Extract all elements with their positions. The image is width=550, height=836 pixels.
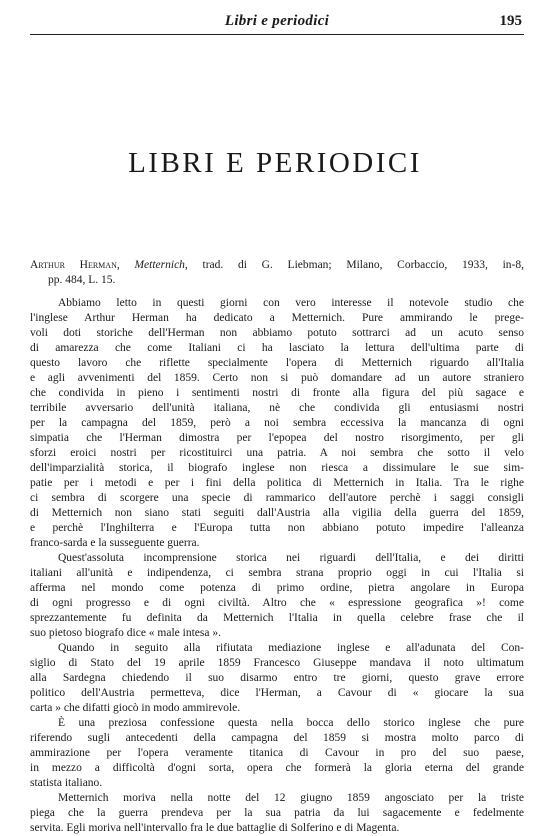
text-line: riferendo sugli antecedenti della campagna del 1859 si mostra molto parco di [30,732,524,744]
text-line: di ogni progresso e di ogni civiltà. Altro che « espressione geografica »! come [30,597,524,609]
text-line: Abbiamo letto in questi giorni con vero interesse il notevole studio che [58,297,524,309]
citation-author: Arthur Herman [30,259,117,271]
text-line: servita. Egli moriva nell'intervallo fra le due battaglie di Solferino e di Magenta. [30,822,400,834]
section-title: LIBRI E PERIODICI [128,147,422,180]
citation-title: Metternich [134,259,185,271]
text-line: sforzi eroici nostri per ricostituirci una patria. A noi sembra che sotto il velo [30,447,524,459]
text-line: in mezzo a difficoltà d'ogni sorta, opera che formerà la gloria eterna del grande [30,762,524,774]
text-line: ammirazione per l'opera veramente titanica di Cavour in pro del suo paese, [30,747,524,759]
text-line: terribile avversario dell'unità italiana, nè che condivida gli entusiasmi nostri [30,402,524,414]
text-line: patie per i metodi e per i fini della politica di Metternich in Italia. Tra le righe [30,477,524,489]
text-line: Metternich moriva nella notte del 12 giugno 1859 angosciato per la triste [58,792,524,804]
text-line: ci sembra di scorgere una specie di rammarico dell'autore perchè i saggi consigli [30,492,524,504]
text-line: franco-sarda e la susseguente guerra. [30,537,200,549]
text-line: simpatia che l'Herman dimostra per l'epopea del nostro risorgimento, per gli [30,432,524,444]
text-line: siglio di Stato del 19 aprile 1859 Francesco Giuseppe mandava il noto ultimatum [30,657,524,669]
spacer [30,288,524,296]
text-line: di amarezza che come Italiani ci ha lasciato la lettura dell'ultima parte di [30,342,524,354]
text-line: sprezzantemente fu definita da Metternich l'Italia in quella celebre frase che il [30,612,524,624]
text-line: Quest'assoluta incomprensione storica nei riguardi dell'Italia, e dei diritti [58,552,524,564]
text-line: alla Sardegna chiedendo il suo disarmo entro tre giorni, questo grave errore [30,672,524,684]
text-line: e perchè l'Inghilterra e l'Europa tutta non abbiano potuto impedire l'alleanza [30,522,524,534]
text-line: e agli avvenimenti del 1859. Certo non si può domandare ad un autore straniero [30,372,524,384]
citation-details: , trad. di G. Liebman; Milano, Corbaccio, 1933, in-8, [184,259,524,271]
text-line: afferma nel mondo come potenza di primo ordine, pietra angolare in Europa [30,582,524,594]
text-line: per la campagna del 1859, però a noi sembra eccessiva la mancanza di ogni [30,417,524,429]
text-line: l'inglese Arthur Herman ha dedicato a Metternich. Pure ammirando le prege- [30,312,524,324]
review-text [30,258,524,836]
text-line: che condivida in pieno i sentimenti nostri di fronte alla figura del più sagace e [30,387,524,399]
text-line: suo pietoso biografo dice « male intesa ». [30,627,221,639]
text-line: dell'imparzialità storica, il biografo inglese non riesca a dissimulare le sue sim- [30,462,524,474]
running-title: Libri e periodici [224,13,330,29]
text-line: voli doti storiche dell'Herman non abbiamo potuto sottrarci ad un acuto senso [30,327,524,339]
text-line: questo lavoro che riflette specialmente l'opera di Metternich riguardo all'Italia [30,357,524,369]
text-line: Quando in seguito alla rifiutata mediazione inglese e all'adunata del Con- [58,642,524,654]
citation-line-1: Arthur Herman, Metternich, trad. di G. Liebman; Milano, Corbaccio, 1933, in-8, [30,259,524,271]
citation-line-2: pp. 484, L. 15. [48,274,116,286]
page-number: 195 [499,13,522,29]
running-head [30,10,524,32]
text-line: statista italiano. [30,777,103,789]
text-line: piega che la guerra prendeva per la sua patria da lui sagacemente e fedelmente [30,807,524,819]
header-rule [30,34,524,35]
text-line: È una preziosa confessione questa nella bocca dello storico inglese che pure [58,717,524,729]
text-line: politico dell'Austria permetteva, dice l'Herman, a Cavour di « giocare la sua [30,687,524,699]
text-line: carta » che difatti giocò in modo ammirevole. [30,702,241,714]
text-line: di Metternich non siano stati seguiti dall'Austria alla vigilia della guerra del 1859, [30,507,524,519]
text-line: italiani all'unità e indipendenza, ci sembra strana proprio oggi in cui l'Italia si [30,567,524,579]
